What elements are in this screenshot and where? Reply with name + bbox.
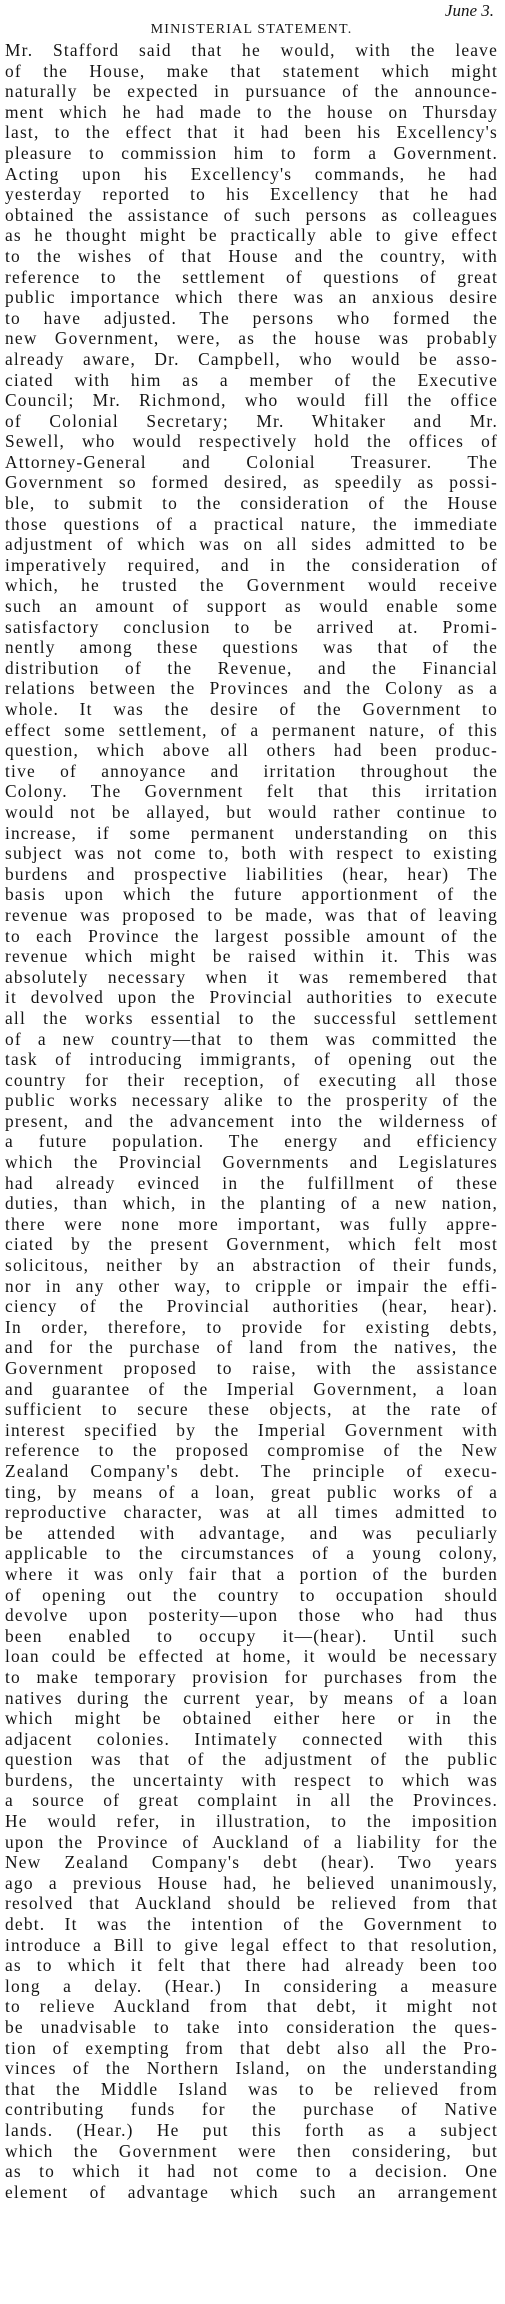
article-line: debt. It was the intention of the Government to (5, 1914, 498, 1935)
article-line: present, and the advancement into the wilderness of (5, 1110, 498, 1131)
article-line: element of advantage which such an arrangement (5, 2181, 498, 2202)
article-line: ble, to submit to the consideration of the House (5, 493, 498, 514)
article-line: revenue which might be raised within it. This was (5, 946, 498, 967)
article-line: He would refer, in illustration, to the imposition (5, 1811, 498, 1832)
article-line: all the works essential to the successful settlement (5, 1007, 498, 1028)
article-line: loan could be effected at home, it would be necessary (5, 1646, 498, 1667)
article-heading: MINISTERIAL STATEMENT. (150, 22, 353, 37)
article-line: subject was not come to, both with respect to existing (5, 843, 498, 864)
article-line: ciated with him as a member of the Executive (5, 369, 498, 390)
article-line: ciated by the present Government, which felt most (5, 1234, 498, 1255)
article-line: to have adjusted. The persons who formed the (5, 307, 498, 328)
article-line: as he thought might be practically able to give effect (5, 225, 498, 246)
article-line: ago a previous House had, he believed unanimously, (5, 1872, 498, 1893)
article-line: relations between the Provinces and the Colony as a (5, 678, 498, 699)
article-line: Mr. Stafford said that he would, with the leave (5, 40, 498, 60)
article-line: basis upon which the future apportionment of the (5, 884, 498, 905)
article-line: that the Middle Island was to be relieved from (5, 2078, 498, 2099)
article-line: ting, by means of a loan, great public works of a (5, 1481, 498, 1502)
article-line: Attorney-General and Colonial Treasurer. The (5, 451, 498, 472)
article-line: to each Province the largest possible amount of the (5, 925, 498, 946)
article-line: public works necessary alike to the prosperity of the (5, 1090, 498, 1111)
article-line: question was that of the adjustment of the public (5, 1749, 498, 1770)
article-line: contributing funds for the purchase of Native (5, 2099, 498, 2120)
article-line: had already evinced in the fulfillment of these (5, 1172, 498, 1193)
article-line: it devolved upon the Provincial authorities to execute (5, 987, 498, 1008)
article-line: increase, if some permanent understanding on this (5, 822, 498, 843)
article-line: Acting upon his Excellency's commands, he had (5, 163, 498, 184)
article-line: as to which it felt that there had already been too (5, 1955, 498, 1976)
article-line: which the Provincial Governments and Legislatures (5, 1152, 498, 1173)
article-line: tion of exempting from that debt also all the Pro- (5, 2037, 498, 2058)
article-line: ment which he had made to the house on Thursday (5, 101, 498, 122)
article-line: interest specified by the Imperial Government with (5, 1419, 498, 1440)
article-line: country for their reception, of executing all those (5, 1069, 498, 1090)
article-line: reference to the proposed compromise of the New (5, 1440, 498, 1461)
article-line: tive of annoyance and irritation throughout the (5, 760, 498, 781)
article-line: which, he trusted the Government would receive (5, 575, 498, 596)
article-line: New Zealand Company's debt (hear). Two years (5, 1852, 498, 1873)
article-line: question, which above all others had been produc- (5, 740, 498, 761)
article-line: a source of great complaint in all the Provinces. (5, 1790, 498, 1811)
article-line: to make temporary provision for purchases from the (5, 1666, 498, 1687)
article-line: Government proposed to raise, with the assistance (5, 1358, 498, 1378)
article-line: be unadvisable to take into consideration the ques- (5, 2017, 498, 2037)
article-line: public importance which there was an anxious desire (5, 287, 498, 308)
article-line: natives during the current year, by means of a loan (5, 1687, 498, 1708)
article-line: lands. (Hear.) He put this forth as a subject (5, 2119, 498, 2140)
article-line: solicitous, neither by an abstraction of their funds, (5, 1255, 498, 1276)
article-line: Colony. The Government felt that this irritation (5, 781, 498, 802)
article-line: introduce a Bill to give legal effect to that resolution, (5, 1934, 498, 1955)
article-line: there were none more important, was fully appre- (5, 1213, 498, 1234)
article-line: of a new country—that to them was committed the (5, 1028, 498, 1049)
article-line: such an amount of support as would enable some (5, 596, 498, 617)
article-line: be attended with advantage, and was peculiarly (5, 1522, 498, 1543)
article-line: adjacent colonies. Intimately connected with this (5, 1728, 498, 1749)
article-line: those questions of a practical nature, the immediate (5, 513, 498, 534)
article-line: adjustment of which was on all sides admitted to be (5, 534, 498, 555)
article-line: resolved that Auckland should be relieved from that (5, 1893, 498, 1914)
article-line: already aware, Dr. Campbell, who would be asso- (5, 348, 498, 369)
article-line: reference to the settlement of questions of great (5, 266, 498, 287)
article-line: distribution of the Revenue, and the Financial (5, 657, 498, 678)
article-line: of Colonial Secretary; Mr. Whitaker and Mr. (5, 410, 498, 431)
article-line: In order, therefore, to provide for existing debts, (5, 1316, 498, 1337)
article-line: whole. It was the desire of the Government to (5, 699, 498, 719)
article-line: duties, than which, in the planting of a new nation, (5, 1193, 498, 1214)
article-line: imperatively required, and in the consideration of (5, 554, 498, 575)
article-line: yesterday reported to his Excellency that he had (5, 184, 498, 205)
article-line: of the House, make that statement which might (5, 60, 498, 81)
article-line: pleasure to commission him to form a Government. (5, 142, 498, 163)
article-line: ciency of the Provincial authorities (hear, hear). (5, 1296, 498, 1317)
article-line: nor in any other way, to cripple or impair the effi- (5, 1275, 498, 1296)
article-line: Government so formed desired, as speedily as possi- (5, 472, 498, 493)
article-line: would not be allayed, but would rather continue to (5, 801, 498, 822)
article-line: devolve upon posterity—upon those who had thus (5, 1605, 498, 1626)
article-line: revenue was proposed to be made, was that of leaving (5, 904, 498, 925)
article-line: obtained the assistance of such persons as colleagues (5, 204, 498, 225)
article-line: which the Government were then considering, but (5, 2140, 498, 2161)
article-line: to the wishes of that House and the country, with (5, 245, 498, 266)
article-line: satisfactory conclusion to be arrived at. Promi- (5, 616, 498, 637)
article-line: and guarantee of the Imperial Government, a loan (5, 1378, 498, 1399)
article-line: applicable to the circumstances of a young colony, (5, 1543, 498, 1564)
article-line: Sewell, who would respectively hold the offices of (5, 431, 498, 452)
article-line: sufficient to secure these objects, at the rate of (5, 1399, 498, 1420)
article-line: burdens, the uncertainty with respect to which was (5, 1769, 498, 1790)
article-line: to relieve Auckland from that debt, it might not (5, 1996, 498, 2017)
article-line: upon the Province of Auckland of a liability for the (5, 1831, 498, 1852)
article-line: Council; Mr. Richmond, who would fill the office (5, 390, 498, 411)
article-line: which might be obtained either here or in the (5, 1708, 498, 1729)
article-line: of opening out the country to occupation should (5, 1584, 498, 1605)
article-line: vinces of the Northern Island, on the understanding (5, 2058, 498, 2079)
article-line: naturally be expected in pursuance of the announce- (5, 81, 498, 102)
article-line: nently among these questions was that of the (5, 637, 498, 658)
article-line: last, to the effect that it had been his Excellency's (5, 122, 498, 143)
article-line: where it was only fair that a portion of the burden (5, 1563, 498, 1584)
article-line: effect some settlement, of a permanent nature, of this (5, 719, 498, 740)
article-line: long a delay. (Hear.) In considering a measure (5, 1975, 498, 1996)
article-line: as to which it had not come to a decision. One (5, 2161, 498, 2182)
article-line: Zealand Company's debt. The principle of execu- (5, 1460, 498, 1481)
article-line: been enabled to occupy it—(hear). Until such (5, 1625, 498, 1646)
article-line: burdens and prospective liabilities (hear, hear) The (5, 863, 498, 884)
page-date: June 3. (444, 1, 494, 20)
article-body (5, 40, 498, 2202)
article-line: reproductive character, was at all times admitted to (5, 1502, 498, 1523)
article-line: new Government, were, as the house was probably (5, 328, 498, 349)
article-line: a future population. The energy and efficiency (5, 1131, 498, 1152)
article-line: task of introducing immigrants, of opening out the (5, 1049, 498, 1070)
article-line: absolutely necessary when it was remembered that (5, 966, 498, 987)
article-line: and for the purchase of land from the natives, the (5, 1337, 498, 1358)
